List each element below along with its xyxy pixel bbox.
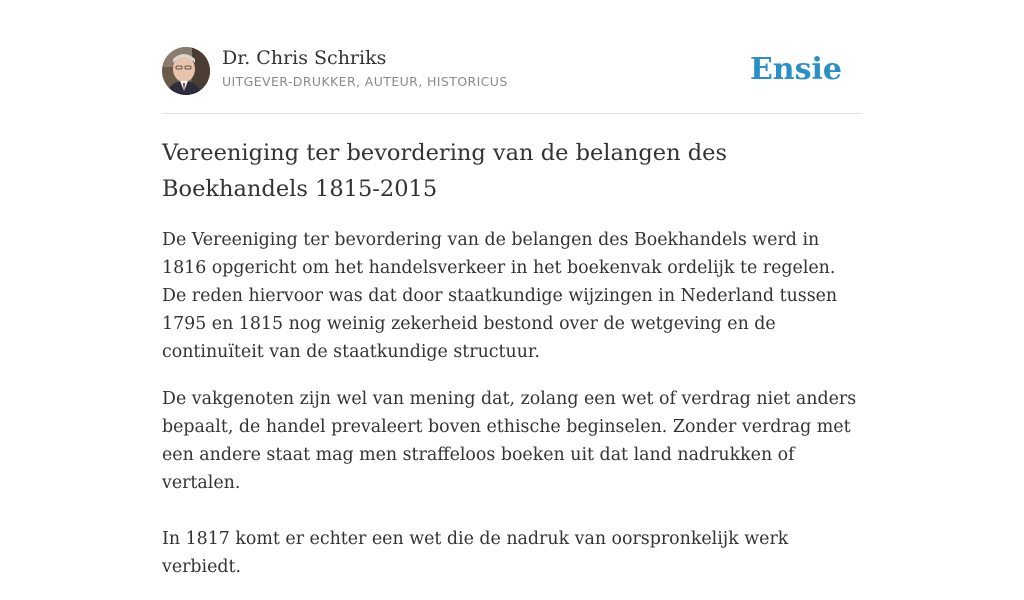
article-paragraph: De vakgenoten zijn wel van mening dat, zolang een wet of verdrag niet anders bepaalt, de handel prevaleert boven ethische beginselen. Zonder verdrag met een andere staat mag men straffeloos boeken uit dat land nadrukken of vertalen. [162, 389, 857, 493]
header-divider [162, 113, 862, 114]
author-role: UITGEVER-DRUKKER, AUTEUR, HISTORICUS [222, 74, 508, 89]
article-paragraph: De Vereeniging ter bevordering van de belangen des Boekhandels werd in 1816 opgericht om het handelsverkeer in het boekenvak ordelijk te regelen. De reden hiervoor was dat door staatkundige wijzingen in Nederland tussen 1795 en 1815 nog weinig zekerheid bestond over de wetgeving en de continuïteit van de staatkundige structuur. [162, 230, 838, 362]
author-avatar[interactable] [162, 47, 210, 95]
author-header [162, 46, 862, 96]
author-name[interactable]: Dr. Chris Schriks [222, 47, 387, 69]
brand-logo[interactable]: Ensie [749, 52, 842, 87]
article-paragraph: In 1817 komt er echter een wet die de nadruk van oorspronkelijk werk verbiedt. [162, 529, 789, 577]
article-body [162, 226, 864, 600]
article-title: Vereeniging ter bevordering van de belangen des Boekhandels 1815-2015 [162, 140, 728, 202]
